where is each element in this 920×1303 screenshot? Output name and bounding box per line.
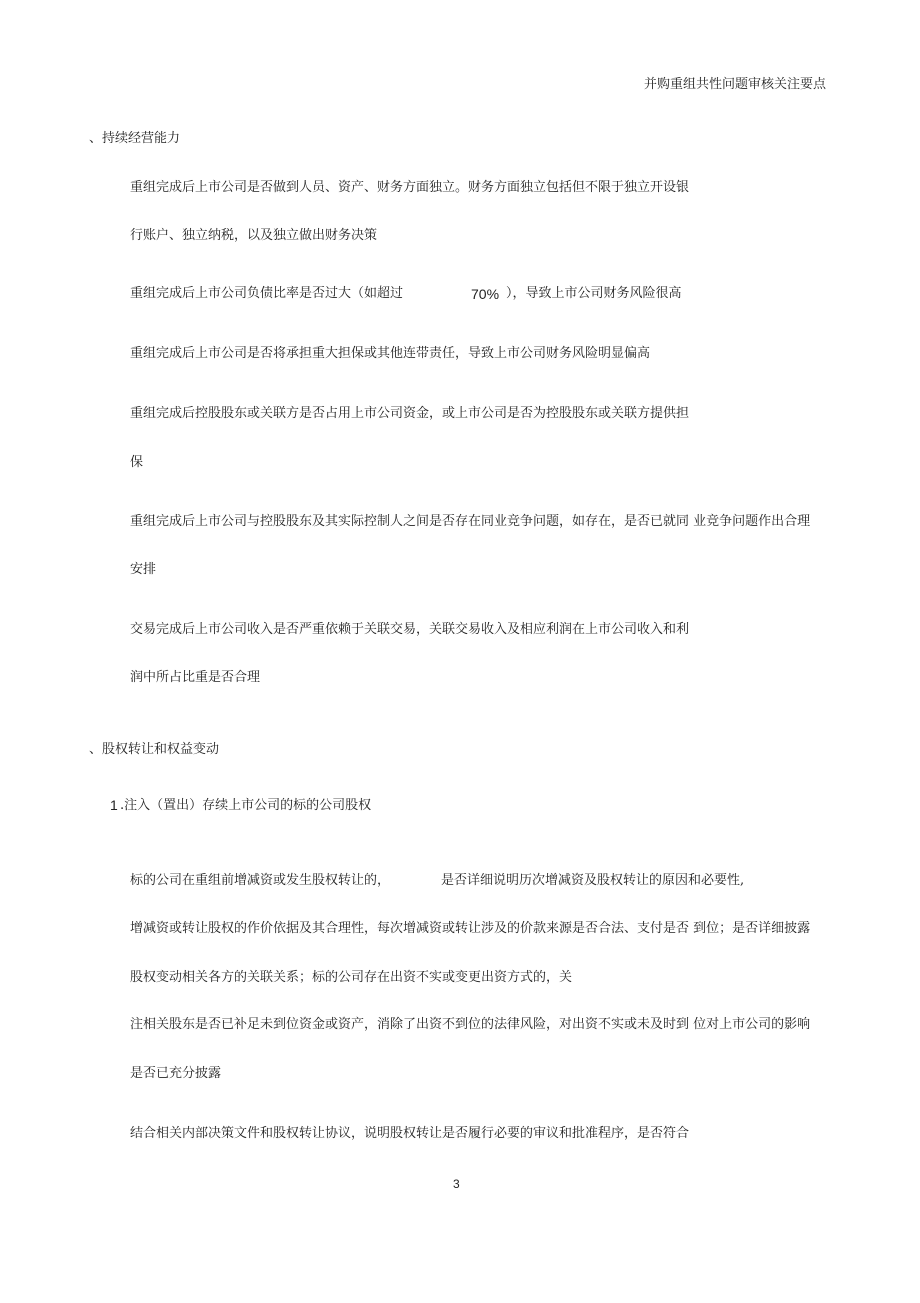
page-header-title: 并购重组共性问题审核关注要点 — [644, 77, 827, 92]
paragraph-line: 行账户、独立纳税，以及独立做出财务决策 — [130, 228, 378, 243]
subheading-text: .注入（置出）存续上市公司的标的公司股权 — [120, 798, 372, 813]
paragraph-line: ），导致上市公司财务风险很高 — [506, 286, 682, 301]
page-number: 3 — [453, 1177, 460, 1191]
section-heading-equity-transfer: 、股权转让和权益变动 — [89, 742, 220, 757]
paragraph-line: 结合相关内部决策文件和股权转让协议，说明股权转让是否履行必要的审议和批准程序，是否符合 — [130, 1126, 690, 1141]
paragraph-line: 重组完成后上市公司与控股股东及其实际控制人之间是否存在同业竞争问题，如存在，是否已就同 业竞争问题作出合理 — [130, 514, 811, 529]
paragraph-line: 重组完成后上市公司是否将承担重大担保或其他连带责任，导致上市公司财务风险明显偏高 — [130, 346, 651, 361]
subheading-number: 1 — [110, 797, 118, 813]
paragraph-line: 注相关股东是否已补足未到位资金或资产，消除了出资不到位的法律风险，对出资不实或未及时到 位对上市公司的影响 — [130, 1017, 811, 1032]
paragraph-line: 润中所占比重是否合理 — [130, 670, 261, 685]
section-heading-continuing-operations: 、持续经营能力 — [89, 131, 181, 146]
paragraph-line: 是否详细说明历次增减资及股权转让的原因和必要性, — [441, 873, 745, 888]
paragraph-line: 增减资或转让股权的作价依据及其合理性，每次增减资或转让涉及的价款来源是否合法、支付是否 到位；是否详细披露 — [130, 921, 811, 936]
paragraph-line: 安排 — [130, 562, 157, 577]
paragraph-line: 标的公司在重组前增减资或发生股权转让的， — [130, 873, 391, 888]
paragraph-line: 是否已充分披露 — [130, 1066, 222, 1081]
paragraph-line: 股权变动相关各方的关联关系；标的公司存在出资不实或变更出资方式的，关 — [130, 970, 573, 985]
paragraph-line: 重组完成后上市公司是否做到人员、资产、财务方面独立。财务方面独立包括但不限于独立开设银 — [130, 180, 690, 195]
paragraph-line: 保 — [130, 455, 144, 470]
paragraph-line: 重组完成后控股股东或关联方是否占用上市公司资金，或上市公司是否为控股股东或关联方提供担 — [130, 406, 690, 421]
paragraph-line: 重组完成后上市公司负债比率是否过大（如超过 — [130, 286, 404, 301]
debt-ratio-value: 70% — [471, 286, 500, 302]
paragraph-line: 交易完成后上市公司收入是否严重依赖于关联交易，关联交易收入及相应利润在上市公司收入和利 — [130, 622, 690, 637]
